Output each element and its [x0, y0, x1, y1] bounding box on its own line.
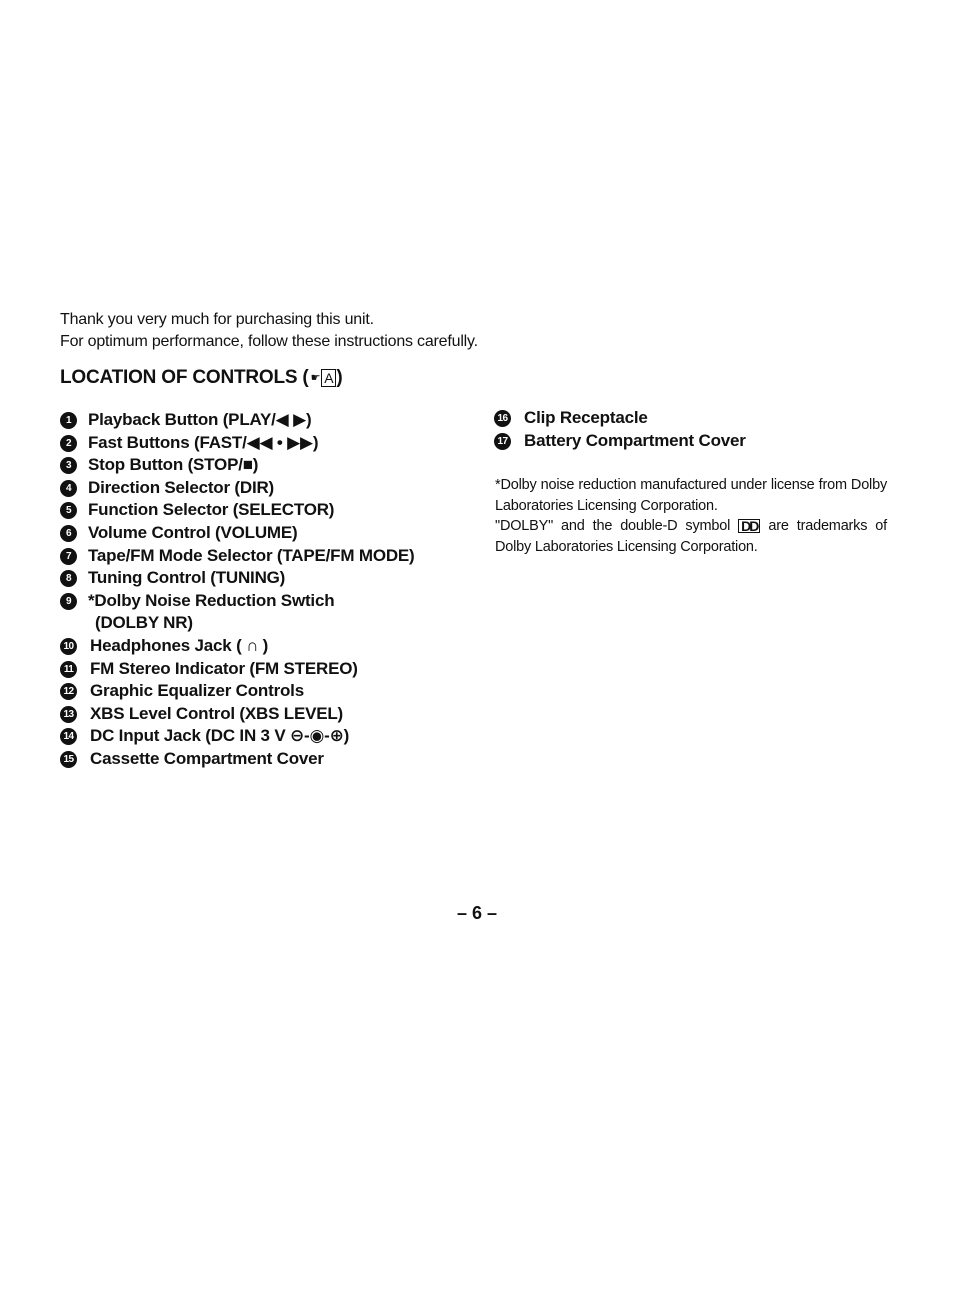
number-badge: 17 [494, 433, 511, 450]
controls-list-right [494, 407, 914, 452]
pointing-hand-icon: ☛ [310, 372, 321, 385]
control-item [60, 590, 480, 635]
number-badge: 6 [60, 525, 77, 542]
control-item [494, 430, 914, 453]
control-item [60, 499, 480, 522]
section-title-text: LOCATION OF CONTROLS ( [60, 367, 309, 388]
control-label: Stop Button (STOP/■) [88, 455, 259, 475]
control-item [60, 567, 480, 590]
number-badge: 4 [60, 480, 77, 497]
intro-line-1: Thank you very much for purchasing this unit. [60, 311, 374, 328]
control-item [60, 680, 480, 703]
page-number: – 6 – [456, 903, 498, 923]
control-label: *Dolby Noise Reduction Swtich [88, 590, 335, 610]
dolby-note-trademark-start: "DOLBY" and the double-D symbol [495, 518, 731, 534]
control-label: XBS Level Control (XBS LEVEL) [90, 703, 344, 723]
number-badge: 10 [60, 638, 77, 655]
control-label: Tape/FM Mode Selector (TAPE/FM MODE) [88, 545, 415, 565]
dolby-note-trademark [495, 516, 887, 557]
control-item [60, 703, 480, 726]
number-badge: 7 [60, 548, 77, 565]
number-badge: 9 [60, 593, 77, 610]
figure-reference [309, 369, 337, 387]
control-item [60, 522, 480, 545]
number-badge: 8 [60, 570, 77, 587]
dolby-note-license: *Dolby noise reduction manufactured under license from Dolby Laboratories Licensing Corporation. [495, 477, 887, 514]
dolby-note-trademark-end: are trademarks of Dolby Laboratories Licensing Corporation. [495, 518, 887, 555]
number-badge: 14 [60, 728, 77, 745]
number-badge: 13 [60, 706, 77, 723]
control-item [60, 409, 480, 432]
control-item [60, 748, 480, 771]
control-label: Fast Buttons (FAST/◀◀ • ▶▶) [88, 432, 319, 452]
control-label: Clip Receptacle [524, 408, 648, 427]
section-title-close: ) [336, 367, 343, 388]
control-item [60, 432, 480, 455]
control-label: Function Selector (SELECTOR) [88, 500, 335, 520]
control-item [60, 635, 480, 658]
control-label: Graphic Equalizer Controls [90, 681, 304, 701]
control-label: Volume Control (VOLUME) [88, 522, 298, 542]
number-badge: 3 [60, 457, 77, 474]
control-item [60, 658, 480, 681]
control-label: DC Input Jack (DC IN 3 V ⊖-◉-⊕) [90, 726, 350, 746]
control-label: Playback Button (PLAY/◀ ▶) [88, 410, 312, 429]
control-item [60, 545, 480, 568]
control-label: Direction Selector (DIR) [88, 477, 275, 497]
number-badge: 12 [60, 683, 77, 700]
controls-list-left [60, 409, 480, 771]
control-label: Cassette Compartment Cover [90, 748, 324, 768]
control-item [60, 477, 480, 500]
number-badge: 5 [60, 502, 77, 519]
control-label-continuation: (DOLBY NR) [95, 613, 193, 633]
double-d-symbol-icon: DD [738, 519, 760, 533]
number-badge: 1 [60, 412, 77, 429]
figure-reference-label: A [321, 369, 336, 387]
control-label: FM Stereo Indicator (FM STEREO) [90, 658, 358, 678]
number-badge: 2 [60, 435, 77, 452]
number-badge: 11 [60, 661, 77, 678]
number-badge: 15 [60, 751, 77, 768]
dolby-note [495, 475, 887, 557]
control-label: Battery Compartment Cover [524, 430, 746, 450]
intro-text [60, 309, 478, 353]
control-label: Headphones Jack ( ∩ ) [90, 635, 269, 655]
intro-line-2: For optimum performance, follow these instructions carefully. [60, 333, 478, 350]
control-label: Tuning Control (TUNING) [88, 568, 286, 588]
section-title [60, 367, 343, 389]
control-item [494, 407, 914, 430]
control-item [60, 454, 480, 477]
number-badge: 16 [494, 410, 511, 427]
control-item [60, 725, 480, 748]
